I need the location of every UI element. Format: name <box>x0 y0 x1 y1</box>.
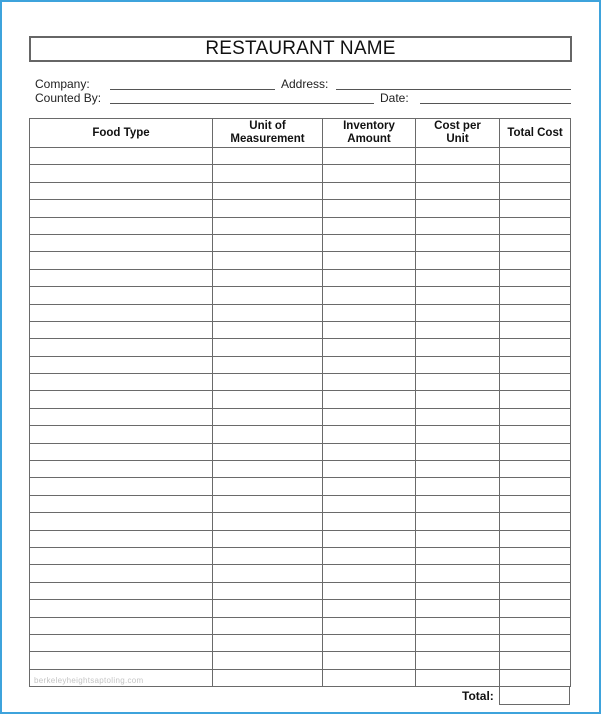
cell-cost-per-unit[interactable] <box>416 443 500 460</box>
date-label: Date: <box>380 91 409 105</box>
table-row <box>30 426 571 443</box>
cell-food-type[interactable] <box>30 165 213 182</box>
table-row <box>30 513 571 530</box>
cell-inventory-amount[interactable] <box>323 565 416 582</box>
cell-total-cost[interactable] <box>500 600 571 617</box>
cell-unit-of-measurement[interactable] <box>213 582 323 599</box>
table-row <box>30 217 571 234</box>
table-row <box>30 339 571 356</box>
cell-inventory-amount[interactable] <box>323 513 416 530</box>
cell-cost-per-unit[interactable] <box>416 408 500 425</box>
cell-unit-of-measurement[interactable] <box>213 165 323 182</box>
cell-food-type[interactable] <box>30 443 213 460</box>
cell-cost-per-unit[interactable] <box>416 565 500 582</box>
inventory-table <box>29 118 571 687</box>
cell-inventory-amount[interactable] <box>323 234 416 251</box>
cell-inventory-amount[interactable] <box>323 304 416 321</box>
cell-food-type[interactable] <box>30 234 213 251</box>
table-row <box>30 478 571 495</box>
cell-unit-of-measurement[interactable] <box>213 356 323 373</box>
table-row <box>30 391 571 408</box>
restaurant-name-title <box>29 36 572 62</box>
cell-cost-per-unit[interactable] <box>416 374 500 391</box>
cell-inventory-amount[interactable] <box>323 495 416 512</box>
header-unit-of-measurement: Unit of Measurement <box>213 119 323 148</box>
cell-unit-of-measurement[interactable] <box>213 426 323 443</box>
cell-inventory-amount[interactable] <box>323 582 416 599</box>
cell-cost-per-unit[interactable] <box>416 287 500 304</box>
cell-total-cost[interactable] <box>500 547 571 564</box>
counted-by-field[interactable] <box>110 103 374 104</box>
cell-unit-of-measurement[interactable] <box>213 374 323 391</box>
table-row <box>30 252 571 269</box>
cell-unit-of-measurement[interactable] <box>213 652 323 669</box>
cell-inventory-amount[interactable] <box>323 547 416 564</box>
header-food-type: Food Type <box>30 119 213 148</box>
cell-inventory-amount[interactable] <box>323 478 416 495</box>
cell-food-type[interactable] <box>30 600 213 617</box>
cell-unit-of-measurement[interactable] <box>213 269 323 286</box>
cell-unit-of-measurement[interactable] <box>213 252 323 269</box>
cell-unit-of-measurement[interactable] <box>213 287 323 304</box>
table-row <box>30 148 571 165</box>
table-row <box>30 304 571 321</box>
cell-inventory-amount[interactable] <box>323 182 416 199</box>
cell-food-type[interactable] <box>30 252 213 269</box>
cell-total-cost[interactable] <box>500 182 571 199</box>
cell-unit-of-measurement[interactable] <box>213 513 323 530</box>
table-row <box>30 287 571 304</box>
cell-unit-of-measurement[interactable] <box>213 391 323 408</box>
cell-cost-per-unit[interactable] <box>416 426 500 443</box>
table-row <box>30 200 571 217</box>
cell-food-type[interactable] <box>30 182 213 199</box>
cell-inventory-amount[interactable] <box>323 461 416 478</box>
cell-food-type[interactable] <box>30 478 213 495</box>
cell-inventory-amount[interactable] <box>323 391 416 408</box>
cell-inventory-amount[interactable] <box>323 165 416 182</box>
cell-food-type[interactable] <box>30 356 213 373</box>
cell-total-cost[interactable] <box>500 374 571 391</box>
cell-cost-per-unit[interactable] <box>416 582 500 599</box>
cell-food-type[interactable] <box>30 426 213 443</box>
cell-unit-of-measurement[interactable] <box>213 600 323 617</box>
cell-unit-of-measurement[interactable] <box>213 547 323 564</box>
cell-cost-per-unit[interactable] <box>416 530 500 547</box>
cell-total-cost[interactable] <box>500 339 571 356</box>
cell-inventory-amount[interactable] <box>323 339 416 356</box>
table-row <box>30 234 571 251</box>
cell-food-type[interactable] <box>30 461 213 478</box>
cell-food-type[interactable] <box>30 495 213 512</box>
cell-unit-of-measurement[interactable] <box>213 234 323 251</box>
cell-inventory-amount[interactable] <box>323 217 416 234</box>
total-cost-field[interactable] <box>499 686 570 705</box>
cell-food-type[interactable] <box>30 304 213 321</box>
cell-unit-of-measurement[interactable] <box>213 408 323 425</box>
cell-cost-per-unit[interactable] <box>416 652 500 669</box>
cell-inventory-amount[interactable] <box>323 443 416 460</box>
table-row <box>30 565 571 582</box>
cell-cost-per-unit[interactable] <box>416 617 500 634</box>
table-row <box>30 547 571 564</box>
cell-food-type[interactable] <box>30 321 213 338</box>
cell-unit-of-measurement[interactable] <box>213 321 323 338</box>
table-header-row <box>30 119 571 148</box>
table-row <box>30 374 571 391</box>
cell-food-type[interactable] <box>30 200 213 217</box>
cell-total-cost[interactable] <box>500 582 571 599</box>
cell-food-type[interactable] <box>30 374 213 391</box>
cell-food-type[interactable] <box>30 339 213 356</box>
cell-unit-of-measurement[interactable] <box>213 565 323 582</box>
table-row <box>30 652 571 669</box>
cell-total-cost[interactable] <box>500 478 571 495</box>
table-row <box>30 269 571 286</box>
cell-cost-per-unit[interactable] <box>416 200 500 217</box>
cell-cost-per-unit[interactable] <box>416 634 500 651</box>
cell-cost-per-unit[interactable] <box>416 148 500 165</box>
table-row <box>30 461 571 478</box>
cell-total-cost[interactable] <box>500 234 571 251</box>
cell-food-type[interactable] <box>30 530 213 547</box>
cell-food-type[interactable] <box>30 287 213 304</box>
cell-total-cost[interactable] <box>500 269 571 286</box>
cell-total-cost[interactable] <box>500 565 571 582</box>
cell-total-cost[interactable] <box>500 530 571 547</box>
cell-food-type[interactable] <box>30 617 213 634</box>
cell-unit-of-measurement[interactable] <box>213 478 323 495</box>
cell-unit-of-measurement[interactable] <box>213 148 323 165</box>
cell-unit-of-measurement[interactable] <box>213 461 323 478</box>
cell-total-cost[interactable] <box>500 200 571 217</box>
cell-food-type[interactable] <box>30 513 213 530</box>
cell-food-type[interactable] <box>30 652 213 669</box>
cell-total-cost[interactable] <box>500 408 571 425</box>
table-row <box>30 582 571 599</box>
cell-cost-per-unit[interactable] <box>416 165 500 182</box>
cell-unit-of-measurement[interactable] <box>213 304 323 321</box>
cell-total-cost[interactable] <box>500 461 571 478</box>
cell-inventory-amount[interactable] <box>323 269 416 286</box>
cell-cost-per-unit[interactable] <box>416 513 500 530</box>
cell-cost-per-unit[interactable] <box>416 461 500 478</box>
cell-unit-of-measurement[interactable] <box>213 495 323 512</box>
cell-cost-per-unit[interactable] <box>416 321 500 338</box>
table-body <box>30 148 571 687</box>
cell-inventory-amount[interactable] <box>323 408 416 425</box>
cell-cost-per-unit[interactable] <box>416 669 500 686</box>
table-row <box>30 600 571 617</box>
cell-total-cost[interactable] <box>500 617 571 634</box>
header-total-cost: Total Cost <box>500 119 571 148</box>
cell-total-cost[interactable] <box>500 669 571 686</box>
cell-food-type[interactable] <box>30 391 213 408</box>
cell-inventory-amount[interactable] <box>323 374 416 391</box>
counted-by-label: Counted By: <box>35 91 102 105</box>
cell-inventory-amount[interactable] <box>323 652 416 669</box>
cell-unit-of-measurement[interactable] <box>213 200 323 217</box>
cell-inventory-amount[interactable] <box>323 200 416 217</box>
address-field[interactable] <box>336 89 571 90</box>
cell-total-cost[interactable] <box>500 513 571 530</box>
cell-food-type[interactable] <box>30 565 213 582</box>
table-row <box>30 408 571 425</box>
cell-food-type[interactable] <box>30 547 213 564</box>
company-label: Company: <box>35 77 90 91</box>
cell-total-cost[interactable] <box>500 148 571 165</box>
cell-inventory-amount[interactable] <box>323 634 416 651</box>
cell-total-cost[interactable] <box>500 652 571 669</box>
cell-total-cost[interactable] <box>500 252 571 269</box>
cell-total-cost[interactable] <box>500 304 571 321</box>
table-row <box>30 530 571 547</box>
cell-total-cost[interactable] <box>500 321 571 338</box>
company-field[interactable] <box>110 89 275 90</box>
table-row <box>30 495 571 512</box>
cell-cost-per-unit[interactable] <box>416 339 500 356</box>
cell-cost-per-unit[interactable] <box>416 217 500 234</box>
table-row <box>30 356 571 373</box>
cell-food-type[interactable] <box>30 148 213 165</box>
table-row <box>30 634 571 651</box>
cell-unit-of-measurement[interactable] <box>213 634 323 651</box>
cell-cost-per-unit[interactable] <box>416 304 500 321</box>
table-row <box>30 617 571 634</box>
cell-food-type[interactable] <box>30 269 213 286</box>
cell-cost-per-unit[interactable] <box>416 391 500 408</box>
cell-total-cost[interactable] <box>500 391 571 408</box>
cell-unit-of-measurement[interactable] <box>213 443 323 460</box>
cell-unit-of-measurement[interactable] <box>213 217 323 234</box>
cell-cost-per-unit[interactable] <box>416 547 500 564</box>
cell-inventory-amount[interactable] <box>323 669 416 686</box>
table-row <box>30 321 571 338</box>
cell-cost-per-unit[interactable] <box>416 234 500 251</box>
cell-cost-per-unit[interactable] <box>416 495 500 512</box>
cell-total-cost[interactable] <box>500 217 571 234</box>
cell-unit-of-measurement[interactable] <box>213 617 323 634</box>
cell-inventory-amount[interactable] <box>323 530 416 547</box>
cell-cost-per-unit[interactable] <box>416 182 500 199</box>
cell-cost-per-unit[interactable] <box>416 356 500 373</box>
cell-food-type[interactable] <box>30 634 213 651</box>
cell-food-type[interactable] <box>30 408 213 425</box>
cell-inventory-amount[interactable] <box>323 617 416 634</box>
date-field[interactable] <box>420 103 571 104</box>
cell-food-type[interactable] <box>30 217 213 234</box>
cell-inventory-amount[interactable] <box>323 426 416 443</box>
cell-unit-of-measurement[interactable] <box>213 339 323 356</box>
cell-cost-per-unit[interactable] <box>416 600 500 617</box>
cell-total-cost[interactable] <box>500 165 571 182</box>
header-inventory-amount: Inventory Amount <box>323 119 416 148</box>
cell-inventory-amount[interactable] <box>323 148 416 165</box>
table-row <box>30 165 571 182</box>
address-label: Address: <box>281 77 329 91</box>
cell-inventory-amount[interactable] <box>323 287 416 304</box>
header-cost-per-unit: Cost per Unit <box>416 119 500 148</box>
cell-cost-per-unit[interactable] <box>416 478 500 495</box>
cell-inventory-amount[interactable] <box>323 321 416 338</box>
watermark-text: berkeleyheightsaptoling.com <box>34 676 144 685</box>
title-text: RESTAURANT NAME <box>205 38 396 59</box>
cell-unit-of-measurement[interactable] <box>213 182 323 199</box>
cell-inventory-amount[interactable] <box>323 252 416 269</box>
cell-unit-of-measurement[interactable] <box>213 669 323 686</box>
cell-total-cost[interactable] <box>500 495 571 512</box>
table-row <box>30 443 571 460</box>
table-row <box>30 182 571 199</box>
total-label: Total: <box>462 689 494 703</box>
cell-cost-per-unit[interactable] <box>416 252 500 269</box>
cell-total-cost[interactable] <box>500 634 571 651</box>
cell-inventory-amount[interactable] <box>323 600 416 617</box>
cell-total-cost[interactable] <box>500 426 571 443</box>
cell-unit-of-measurement[interactable] <box>213 530 323 547</box>
cell-cost-per-unit[interactable] <box>416 269 500 286</box>
cell-food-type[interactable] <box>30 582 213 599</box>
cell-total-cost[interactable] <box>500 443 571 460</box>
cell-total-cost[interactable] <box>500 356 571 373</box>
cell-inventory-amount[interactable] <box>323 356 416 373</box>
cell-total-cost[interactable] <box>500 287 571 304</box>
